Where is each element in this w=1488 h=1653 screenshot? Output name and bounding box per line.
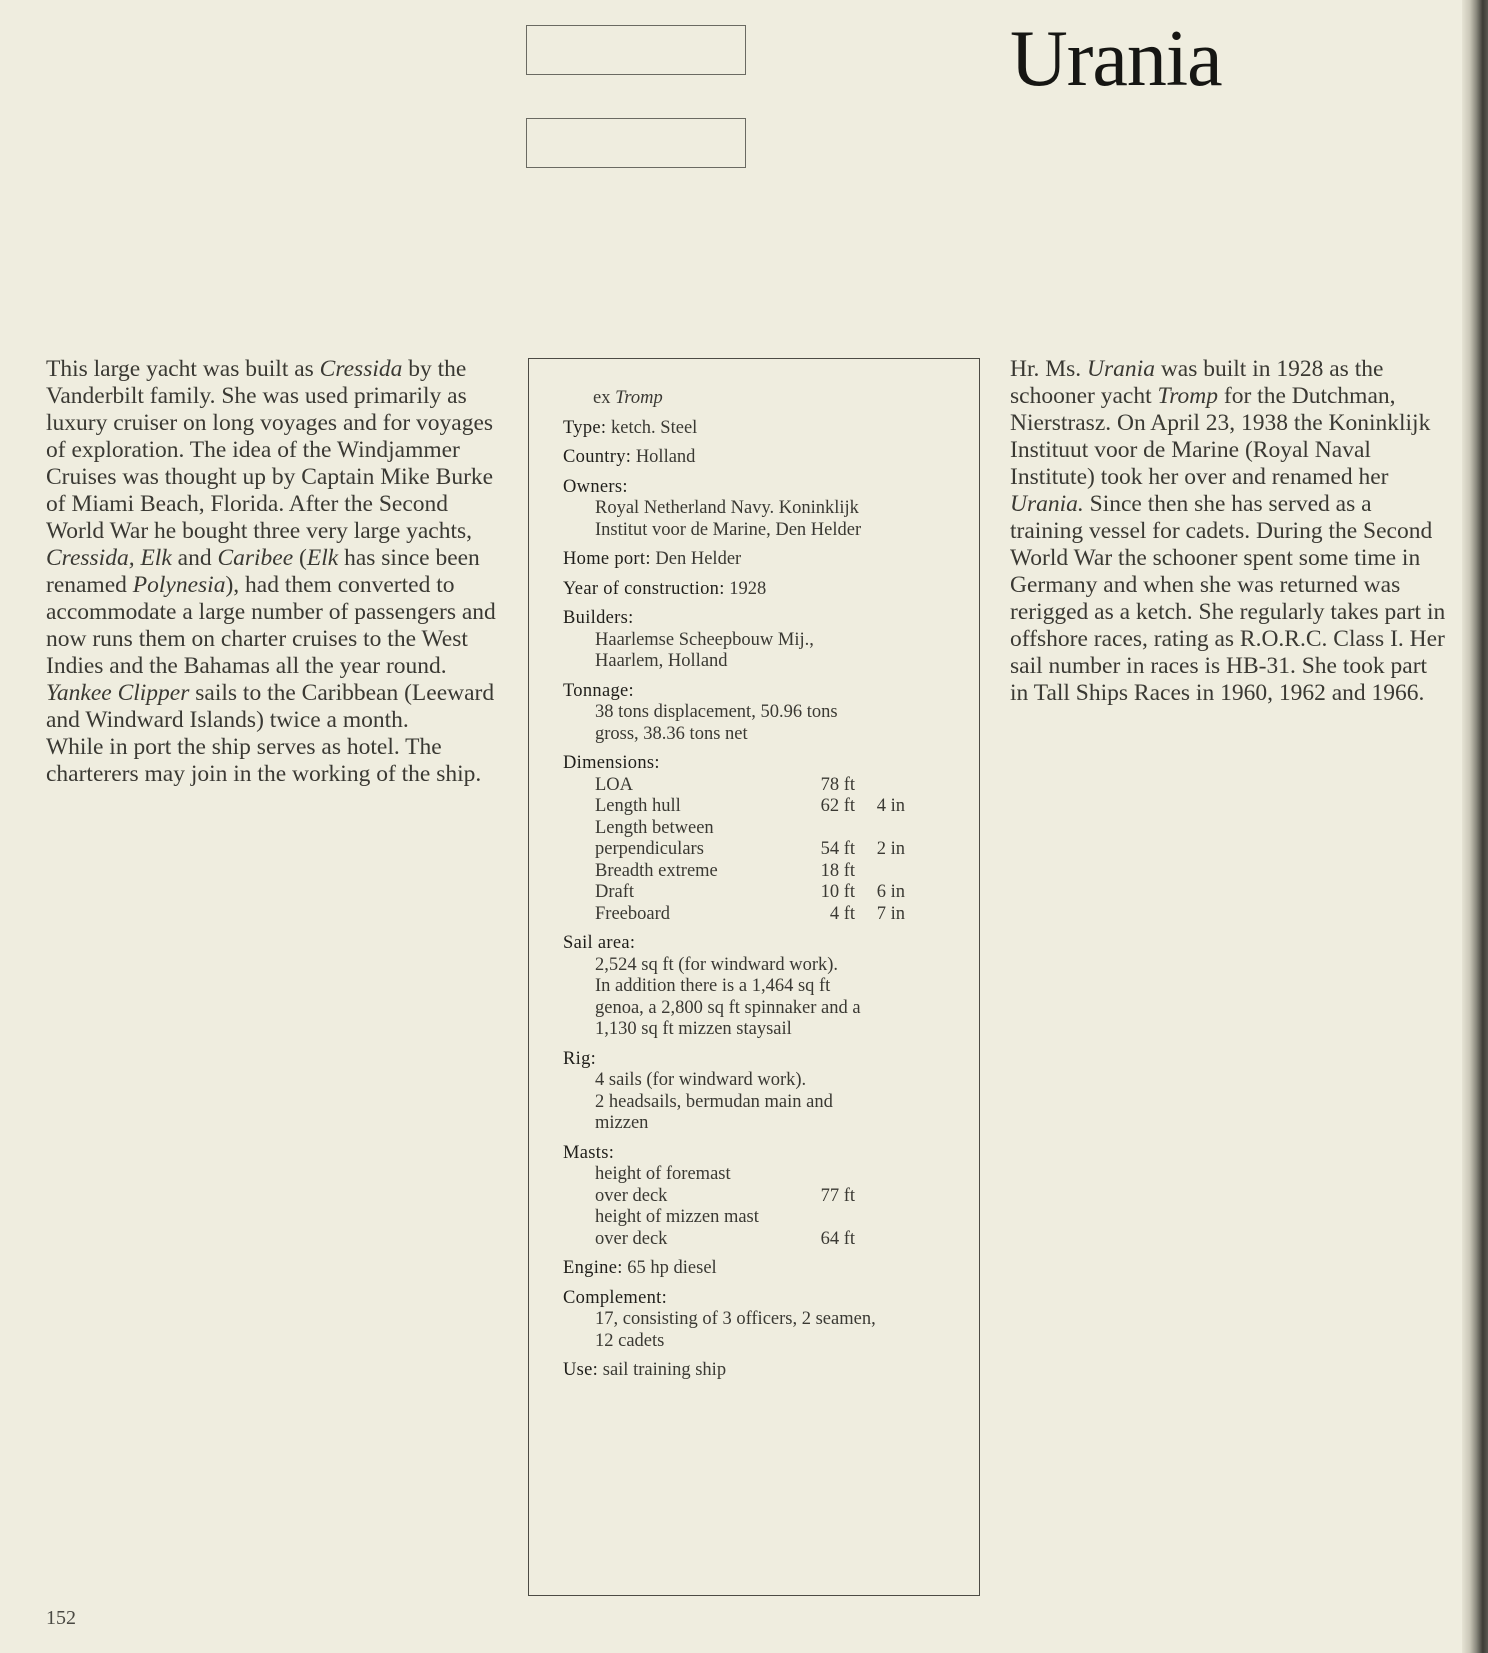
- spec-rig: Rig: 4 sails (for windward work). 2 headsails, bermudan main and mizzen: [563, 1048, 833, 1133]
- spec-dimensions: Dimensions: LOA 78 ft Length hull 62 ft 4 in Length between perpendiculars 54 ft 2 in Breadth extreme 18 ft Draft 10 ft 6 in Freeboard 4 ft 7 in: [563, 753, 968, 925]
- left_column-text-run: and: [171, 545, 218, 571]
- right_column-text-run: Hr. Ms.: [1010, 356, 1088, 382]
- right_column-text-run: was built in 1928 as the schooner yacht: [1010, 356, 1384, 409]
- spec-type: Type: ketch. Steel: [563, 417, 698, 438]
- left_column-text-run: Cressida: [319, 356, 403, 382]
- left_column-text-run: Polynesia: [132, 572, 226, 598]
- left-paragraph-2: While in port the ship serves as hotel. The charterers may join in the working of the ship.: [46, 734, 482, 787]
- former-name: ex Tromp: [593, 388, 663, 408]
- spec-masts: Masts: height of foremast over deck 77 ft height of mizzen mast over deck 64 ft: [563, 1143, 968, 1251]
- right_column-text-run: Tromp: [1157, 383, 1219, 409]
- page-title: Urania: [1010, 15, 1222, 103]
- right-paragraph: [1010, 356, 1450, 707]
- left_column-text-run: ), had them converted to accommodate a large number of passengers and now runs them on charter cruises to the West Indies and the Bahamas all the year round.: [46, 572, 496, 679]
- spec-engine: Engine: 65 hp diesel: [563, 1258, 717, 1278]
- right-column-text: [1010, 356, 1450, 707]
- right_column-text-run: Urania: [1087, 356, 1155, 382]
- left-column-text: [46, 356, 496, 788]
- left_column-text-run: sails to the Caribbean (Leeward and Windward Islands) twice a month.: [46, 680, 495, 733]
- dimension-row: Length hull 62 ft 4 in: [595, 796, 905, 816]
- mast-row: height of foremast: [595, 1164, 731, 1184]
- dimension-row: Breadth extreme 18 ft: [595, 860, 855, 881]
- specifications: [563, 388, 968, 1390]
- mast-row: height of mizzen mast: [595, 1207, 759, 1227]
- left_column-text-run: (: [293, 545, 307, 571]
- spec-year: Year of construction: 1928: [563, 578, 767, 599]
- mast-row: over deck 64 ft: [595, 1228, 855, 1249]
- page-number: 152: [46, 1607, 76, 1629]
- left_column-text-run: Caribee: [217, 545, 294, 571]
- spec-tonnage: Tonnage: 38 tons displacement, 50.96 tons gross, 38.36 tons net: [563, 680, 838, 744]
- left_column-text-run: Elk: [306, 545, 339, 571]
- dimension-row: LOA 78 ft: [595, 774, 855, 795]
- empty-frame-bottom: [526, 118, 746, 168]
- left_column-text-run: This large yacht was built as: [46, 356, 320, 382]
- left_column-text-run: has since been renamed: [46, 545, 480, 598]
- right_column-text-run: Urania.: [1010, 491, 1084, 517]
- left_column-text-run: by the Vanderbilt family. She was used primarily as luxury cruiser on long voyages and for voyages of exploration. The idea of the Windjammer Cruises was thought up by Captain Mike Burke of Miami Beach, Florida. After the Second World War he bought three very large yachts,: [46, 356, 494, 544]
- right_column-text-run: for the Dutchman, Nierstrasz. On April 23, 1938 the Koninklijk Instituut voor de Marine (Royal Naval Institute) took her over and renamed her: [1010, 383, 1431, 490]
- spec-complement: Complement: 17, consisting of 3 officers, 2 seamen, 12 cadets: [563, 1287, 876, 1351]
- spec-sail-area: Sail area: 2,524 sq ft (for windward work). In addition there is a 1,464 sq ft genoa, a 2,800 sq ft spinnaker and a 1,130 sq ft mizzen staysail: [563, 933, 861, 1039]
- dimension-row: Length between: [595, 817, 714, 838]
- book-spine-shadow: [1462, 0, 1488, 1653]
- right_column-text-run: Since then she has served as a training vessel for cadets. During the Second World War the schooner spent some time in Germany and when she was returned was rerigged as a ketch. She regularly takes part in offshore races, rating as R.O.R.C. Class I. Her sail number in races is HB-31. She took part in Tall Ships Races in 1960, 1962 and 1966.: [1010, 491, 1446, 706]
- spec-use: Use: sail training ship: [563, 1360, 727, 1380]
- left_column-text-run: Yankee Clipper: [46, 680, 190, 706]
- dimension-row: Draft 10 ft 6 in: [595, 882, 905, 902]
- left-paragraph-1: [46, 356, 496, 734]
- spec-owners: Owners: Royal Netherland Navy. Koninklijk Institut voor de Marine, Den Helder: [563, 476, 862, 540]
- empty-frame-top: [526, 25, 746, 75]
- spec-home-port: Home port: Den Helder: [563, 549, 742, 569]
- mast-row: over deck 77 ft: [595, 1185, 855, 1206]
- spec-country: Country: Holland: [563, 447, 696, 467]
- spec-builders: Builders: Haarlemse Scheepbouw Mij., Haarlem, Holland: [563, 608, 814, 671]
- dimension-row: Freeboard 4 ft 7 in: [595, 903, 905, 924]
- left_column-text-run: Cressida, Elk: [46, 545, 172, 571]
- dimension-row: perpendiculars 54 ft 2 in: [595, 839, 905, 859]
